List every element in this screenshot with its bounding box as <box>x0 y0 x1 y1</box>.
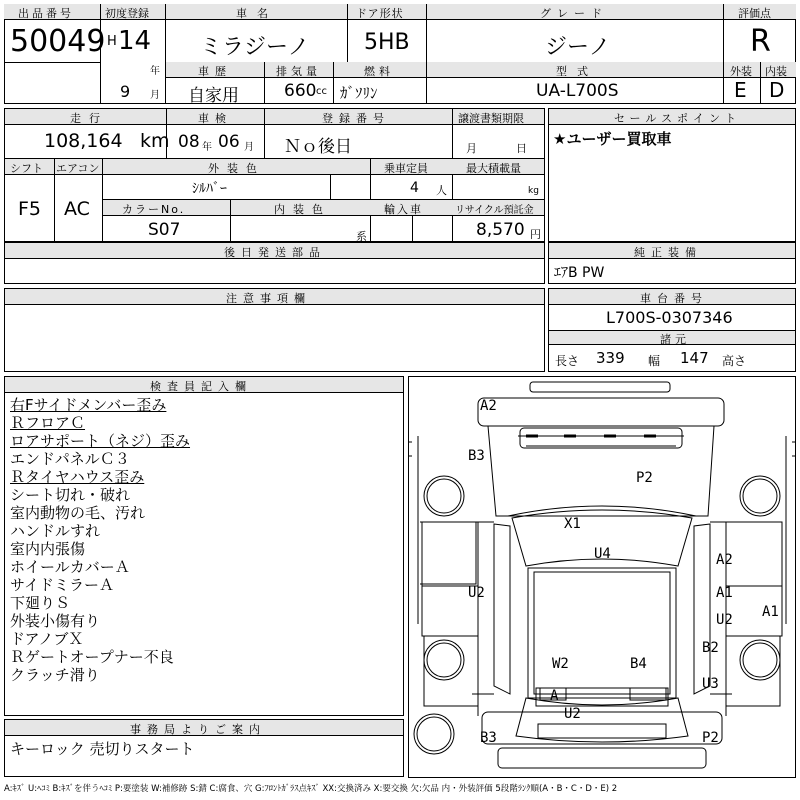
inspector-note: 室内内張傷 <box>10 540 86 558</box>
width: 147 <box>680 349 709 367</box>
ac-label: エアコン <box>56 162 100 175</box>
history-label: 車歴 <box>198 65 232 78</box>
import-label: 輸入車 <box>384 203 423 216</box>
capacity-label: 乗車定員 <box>384 162 428 175</box>
length: 339 <box>596 349 625 367</box>
door-label: ドア形状 <box>356 7 404 20</box>
shift: F5 <box>18 198 42 220</box>
chassis-label: 車台番号 <box>640 292 708 305</box>
color-label: 外装色 <box>208 162 265 175</box>
inspector-note: サイドミラーＡ <box>10 576 114 594</box>
door-type: 5HB <box>364 30 410 55</box>
office-label: 事務局よりご案内 <box>130 723 266 736</box>
inspector-note: 室内動物の毛、汚れ <box>10 504 146 522</box>
score-label: 評価点 <box>738 7 771 20</box>
damage-mark: A2 <box>480 398 497 414</box>
inspector-note: ハンドルすれ <box>10 522 101 540</box>
inspection-label: 車検 <box>198 112 232 125</box>
ac: AC <box>64 198 90 220</box>
height-label: 高さ <box>722 354 747 368</box>
grade: ジーノ <box>545 35 611 60</box>
int-color-label: 内装色 <box>274 203 331 216</box>
damage-mark: X1 <box>564 516 581 532</box>
equipment-text: ｴｱB PW <box>554 265 605 281</box>
fuel-label: 燃料 <box>364 65 394 78</box>
model: UA-L700S <box>536 81 619 101</box>
damage-mark: A <box>550 688 559 704</box>
model-label: 型式 <box>556 65 598 78</box>
exterior-score: E <box>734 78 747 102</box>
damage-mark: P2 <box>636 470 653 486</box>
exterior-label: 外装 <box>730 65 752 78</box>
office-text: キーロック 売切りスタート <box>10 740 195 758</box>
transfer-day-unit: 日 <box>516 142 527 155</box>
insp-year: 08 <box>178 132 200 152</box>
inspector-note: 下廻りＳ <box>10 594 71 612</box>
inspector-note: ドアノブＸ <box>10 630 84 648</box>
load-label: 最大積載量 <box>466 162 521 175</box>
capacity: 4 <box>410 180 419 196</box>
car-name-label: 車名 <box>236 7 278 20</box>
inspector-note: シート切れ・破れ <box>10 486 131 504</box>
insp-year-unit: 年 <box>202 142 212 153</box>
insp-month-unit: 月 <box>244 142 254 153</box>
sales-text: ★ユーザー買取車 <box>553 130 672 148</box>
inspector-note: 外装小傷有り <box>10 612 101 630</box>
capacity-unit: 人 <box>436 184 447 197</box>
reg-number: Ｎｏ後日 <box>284 137 352 157</box>
fuel: ｶﾞｿﾘﾝ <box>340 84 378 102</box>
score: R <box>750 24 771 59</box>
mileage-label: 走行 <box>70 112 108 125</box>
damage-mark: P2 <box>702 730 719 746</box>
color-no-label: カラーNo. <box>122 203 186 216</box>
damage-mark: U4 <box>594 546 611 562</box>
damage-mark: U3 <box>702 676 719 692</box>
lot-number: 50049 <box>10 24 106 59</box>
damage-mark: U2 <box>468 585 485 601</box>
interior-label: 内装 <box>765 65 787 78</box>
legend: A:ｷｽﾞ U:ﾍｺﾐ B:ｷｽﾞを伴うﾍｺﾐ P:要塗装 W:補修跡 S:錆 C:腐食、穴 G:ﾌﾛﾝﾄｶﾞﾗｽ点ｷｽﾞ XX:交換済み X:要交換 欠:欠品 内・外装評価 5段階ﾗﾝｸ順(A・B・C・D・E) 2 <box>4 784 618 794</box>
inspector-note: ホイールカバーＡ <box>10 558 130 576</box>
damage-mark: U2 <box>716 612 733 628</box>
width-label: 幅 <box>648 354 661 368</box>
month-unit: 月 <box>150 90 160 101</box>
recycle-unit: 円 <box>530 228 541 241</box>
lot-label: 出品番号 <box>18 7 74 20</box>
car-name: ミラジーノ <box>200 35 310 60</box>
damage-mark: A2 <box>716 552 733 568</box>
lot-label-cell <box>4 4 100 20</box>
damage-mark: W2 <box>552 656 569 672</box>
mileage: 108,164 <box>44 130 123 152</box>
transfer-label: 譲渡書類期限 <box>458 112 524 125</box>
inspector-label: 検査員記入欄 <box>150 380 252 393</box>
damage-mark: B3 <box>480 730 497 746</box>
inspector-note: Ｒタイヤハウス歪み <box>10 468 145 486</box>
interior-score: D <box>769 78 785 102</box>
notes-label: 注意事項欄 <box>226 292 311 305</box>
damage-mark: A1 <box>762 604 779 620</box>
color-no: S07 <box>148 220 181 240</box>
length-label: 長さ <box>555 354 580 368</box>
chassis-number: L700S-0307346 <box>606 308 733 327</box>
grade-label: グレード <box>540 7 608 20</box>
era: H <box>107 34 117 49</box>
recycle-fee: 8,570 <box>476 220 525 240</box>
reg-month: 9 <box>120 82 131 101</box>
inspector-note: エンドパネルＣ３ <box>10 450 130 468</box>
displacement-label: 排気量 <box>276 65 321 78</box>
damage-mark: B3 <box>468 448 485 464</box>
first-reg-label: 初度登録 <box>105 7 149 20</box>
inspector-note: クラッチ滑り <box>10 666 100 684</box>
inspector-notes <box>4 394 404 714</box>
reg-label: 登録番号 <box>322 112 390 125</box>
year-unit: 年 <box>150 66 160 77</box>
transfer-month-unit: 月 <box>466 142 477 155</box>
parts-label: 後日発送部品 <box>224 246 326 259</box>
damage-mark: A1 <box>716 585 733 601</box>
inspector-note: ロアサポート（ネジ）歪み <box>10 432 191 450</box>
reg-year: 14 <box>118 26 152 56</box>
inspector-note: Ｒゲートオープナー不良 <box>10 648 174 666</box>
insp-month: 06 <box>218 132 240 152</box>
ext-color: ｼﾙﾊﾞｰ <box>192 181 227 197</box>
inspector-note: ＲフロアＣ <box>10 414 86 432</box>
sales-label: セールスポイント <box>614 112 742 125</box>
dims-label: 諸元 <box>660 333 690 346</box>
inspector-note: 右Fサイドメンバー歪み <box>10 396 167 414</box>
displacement-unit: cc <box>316 86 327 97</box>
history: 自家用 <box>188 86 239 106</box>
recycle-label: リサイクル預託金 <box>455 205 534 216</box>
car-diagram <box>408 376 796 778</box>
equipment-label: 純正装備 <box>634 246 702 259</box>
int-color-unit: 系 <box>356 230 367 243</box>
shift-label: シフト <box>10 162 43 175</box>
damage-mark: U2 <box>564 706 581 722</box>
load-unit: kg <box>528 186 539 196</box>
damage-mark: B4 <box>630 656 647 672</box>
mileage-unit: km <box>140 130 170 152</box>
displacement: 660 <box>284 81 317 101</box>
damage-mark: B2 <box>702 640 719 656</box>
